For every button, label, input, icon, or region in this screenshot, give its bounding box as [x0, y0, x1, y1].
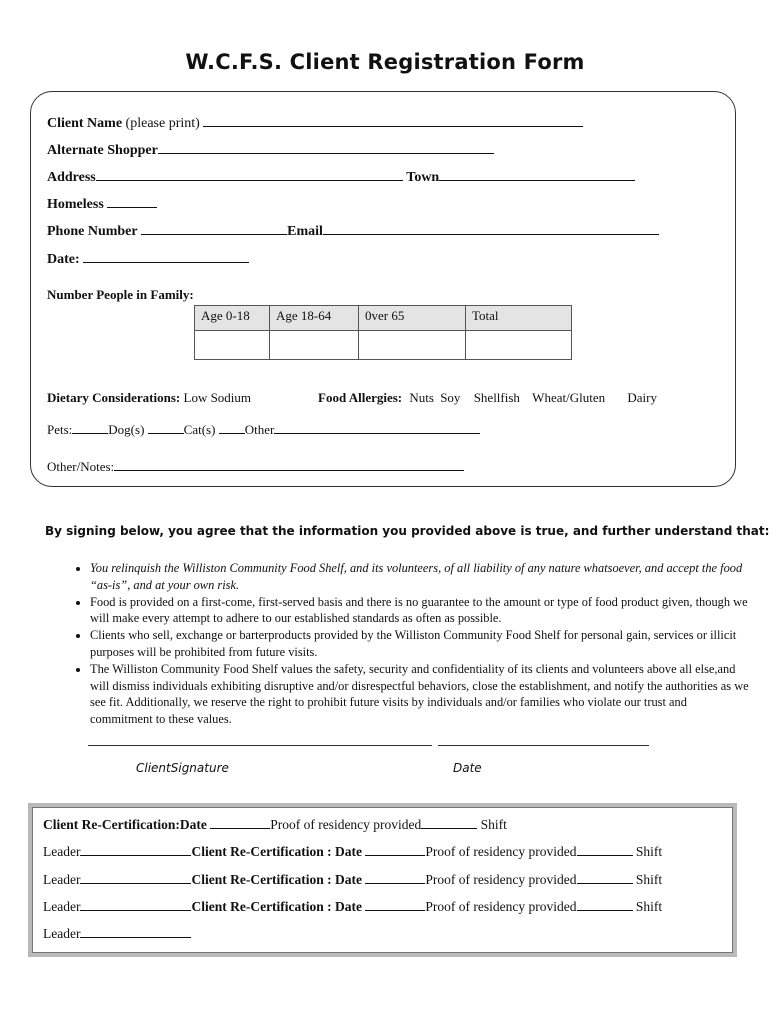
- recert-first-label: Client Re-Certification:Date: [43, 817, 207, 832]
- proof-field-1[interactable]: [421, 816, 477, 829]
- cats-label: Cat(s): [183, 422, 216, 437]
- address-label: Address: [47, 170, 96, 185]
- signature-date-label: Date: [453, 761, 482, 775]
- allergy-wheat-gluten[interactable]: Wheat/Gluten: [532, 390, 606, 405]
- over-65-cell[interactable]: [359, 331, 466, 360]
- leader-field-4[interactable]: [80, 925, 191, 938]
- recert-row-5: [43, 925, 191, 942]
- leader-label-2: Leader: [43, 872, 81, 887]
- notes-field[interactable]: [114, 458, 464, 471]
- notes-label: Other/Notes:: [47, 459, 115, 474]
- age-0-18-header: Age 0-18: [195, 306, 270, 331]
- recert-date-label-4: Date: [335, 899, 363, 914]
- total-header: Total: [466, 306, 572, 331]
- other-pets-field[interactable]: [274, 421, 480, 434]
- dietary-label: Dietary Considerations:: [47, 390, 181, 405]
- proof-field-3[interactable]: [577, 871, 633, 884]
- leader-label-4: Leader: [43, 926, 81, 941]
- recert-date-label-2: Date: [335, 844, 363, 859]
- terms-list: [66, 560, 750, 728]
- shift-label-3: Shift: [635, 872, 663, 887]
- recert-row-1: [43, 816, 507, 833]
- term-first-come: • Food is provided on a first-come, first-served basis and there is no guarantee to the amount or type of food product given, though we will make every attempt to adhere to our established standards as often as possible.: [90, 594, 750, 628]
- client-signature-label: ClientSignature: [136, 761, 229, 775]
- alternate-shopper-field[interactable]: [158, 141, 494, 154]
- pets-row: [47, 421, 480, 438]
- over-65-header: 0ver 65: [359, 306, 466, 331]
- leader-label-3: Leader: [43, 899, 81, 914]
- dogs-field[interactable]: [72, 421, 108, 434]
- leader-label-1: Leader: [43, 844, 81, 859]
- allergy-nuts[interactable]: Nuts: [409, 390, 434, 405]
- pets-label: Pets:: [47, 422, 73, 437]
- recert-date-label-3: Date: [335, 872, 363, 887]
- proof-label-2: Proof of residency provided: [425, 844, 577, 859]
- other-pets-label: Other: [244, 422, 275, 437]
- town-field[interactable]: [439, 168, 635, 181]
- number-people-label: Number People in Family:: [47, 287, 194, 302]
- homeless-label: Homeless: [47, 197, 104, 212]
- other-pets-field-short[interactable]: [219, 421, 245, 434]
- leader-field-2[interactable]: [80, 871, 191, 884]
- age-18-64-header: Age 18-64: [270, 306, 359, 331]
- dietary-row: [47, 390, 251, 406]
- leader-field-1[interactable]: [80, 843, 191, 856]
- form-title: W.C.F.S. Client Registration Form: [185, 50, 585, 74]
- proof-label-3: Proof of residency provided: [425, 872, 577, 887]
- recert-date-field-3[interactable]: [365, 871, 425, 884]
- date-row: [47, 250, 249, 268]
- shift-label-2: Shift: [635, 844, 663, 859]
- client-name-row: [47, 114, 583, 132]
- email-label: Email: [287, 224, 323, 239]
- recert-row-2: [43, 843, 662, 860]
- total-cell[interactable]: [466, 331, 572, 360]
- alternate-shopper-label: Alternate Shopper: [47, 143, 158, 158]
- allergies-row: [318, 390, 657, 406]
- number-people-row: [47, 287, 194, 303]
- agreement-heading: By signing below, you agree that the information you provided above is true, and further understand that:: [45, 524, 770, 538]
- recert-row-3: [43, 871, 662, 888]
- cats-field[interactable]: [148, 421, 184, 434]
- dogs-label: Dog(s): [108, 422, 145, 437]
- term-conduct: • The Williston Community Food Shelf values the safety, security and confidentiality of its clients and volunteers above all else,and will dismiss individuals exhibiting disruptive and/or disrespectful behaviors, close the establishment, and notify the authorities as we see fit. Additionally, we reserve the right to prohibit future visits by individuals and/or families who violate our trust and commitment to these values.: [90, 661, 750, 728]
- term-liability: • You relinquish the Williston Community Food Shelf, and its volunteers, of all liability of any nature whatsoever, and accept the food “as-is”, and at your own risk.: [90, 560, 750, 594]
- term-no-resale: • Clients who sell, exchange or barterproducts provided by the Williston Community Food Shelf for personal gain, services or illicit purposes will be prohibited from future visits.: [90, 627, 750, 661]
- recert-row-4: [43, 898, 662, 915]
- phone-field[interactable]: [141, 222, 287, 235]
- client-name-field[interactable]: [203, 114, 583, 127]
- address-row: [47, 168, 635, 186]
- date-field[interactable]: [83, 250, 249, 263]
- phone-email-row: [47, 222, 659, 240]
- recert-label-2: Client Re-Certification :: [191, 844, 332, 859]
- notes-row: [47, 458, 464, 475]
- homeless-row: [47, 195, 157, 213]
- age-0-18-cell[interactable]: [195, 331, 270, 360]
- proof-field-2[interactable]: [577, 843, 633, 856]
- phone-label: Phone Number: [47, 224, 138, 239]
- age-18-64-cell[interactable]: [270, 331, 359, 360]
- recert-date-field-1[interactable]: [210, 816, 270, 829]
- town-label: Town: [406, 170, 440, 185]
- client-name-note: (please print): [125, 116, 200, 131]
- recert-date-field-2[interactable]: [365, 843, 425, 856]
- email-field[interactable]: [323, 222, 659, 235]
- family-table: [194, 305, 572, 360]
- allergies-label: Food Allergies:: [318, 390, 403, 405]
- date-label: Date:: [47, 252, 80, 267]
- address-field[interactable]: [96, 168, 403, 181]
- alternate-shopper-row: [47, 141, 494, 159]
- shift-label-4: Shift: [635, 899, 663, 914]
- homeless-field[interactable]: [107, 195, 157, 208]
- allergy-dairy[interactable]: Dairy: [627, 390, 657, 405]
- leader-field-3[interactable]: [80, 898, 191, 911]
- recert-label-4: Client Re-Certification :: [191, 899, 332, 914]
- proof-label-1: Proof of residency provided: [270, 817, 422, 832]
- client-name-label: Client Name: [47, 116, 123, 131]
- low-sodium-option[interactable]: Low Sodium: [183, 390, 252, 405]
- signature-date-line[interactable]: [438, 745, 649, 746]
- proof-field-4[interactable]: [577, 898, 633, 911]
- recert-label-3: Client Re-Certification :: [191, 872, 332, 887]
- allergy-soy[interactable]: Soy: [440, 390, 461, 405]
- shift-label-1: Shift: [480, 817, 507, 832]
- client-signature-line[interactable]: [88, 745, 432, 746]
- allergy-shellfish[interactable]: Shellfish: [473, 390, 520, 405]
- recert-date-field-4[interactable]: [365, 898, 425, 911]
- proof-label-4: Proof of residency provided: [425, 899, 577, 914]
